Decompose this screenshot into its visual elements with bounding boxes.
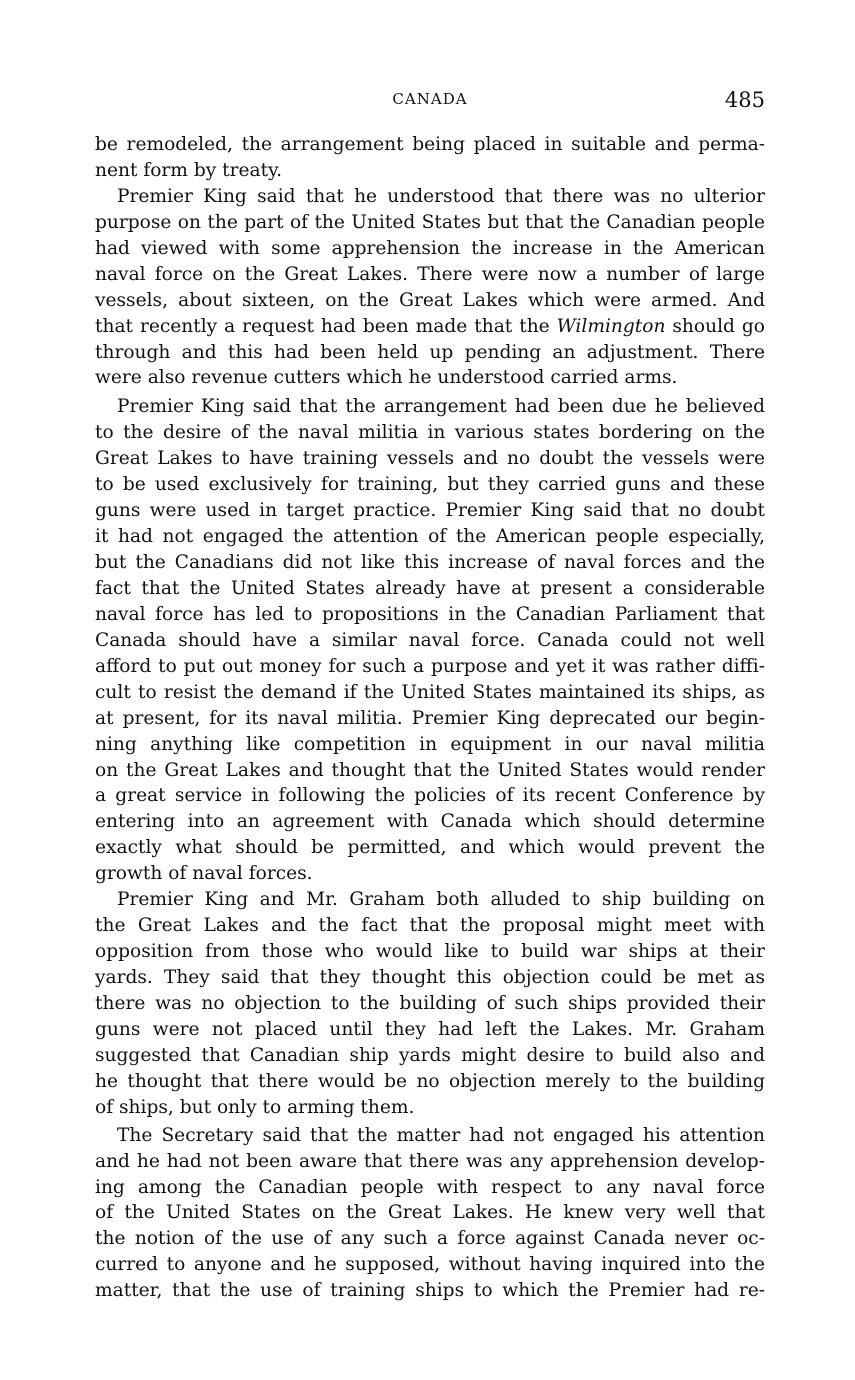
text-line: Canada should have a similar naval force. Canada could not well xyxy=(95,629,765,651)
text-line: yards. They said that they thought this objection could be met as xyxy=(95,967,765,988)
paragraph xyxy=(95,887,765,1120)
text-line: of ships, but only to arming them. xyxy=(95,1096,415,1118)
text-line: the Great Lakes and the fact that the proposal might meet with xyxy=(95,915,765,937)
text-line: Premier King and Mr. Graham both alluded to ship building on xyxy=(117,889,765,911)
text-line: there was no objection to the building of such ships provided their xyxy=(95,992,765,1014)
paragraph xyxy=(95,1123,765,1305)
text-line: afford to put out money for such a purpose and yet it was rather diffi- xyxy=(95,655,765,677)
text-run: that recently a request had been made that the xyxy=(95,315,557,337)
paragraph xyxy=(95,394,765,887)
text-line: guns were used in target practice. Premier King said that no doubt xyxy=(95,500,765,522)
text-line: curred to anyone and he supposed, without having inquired into the xyxy=(95,1254,765,1276)
text-line: he thought that there would be no objection merely to the building xyxy=(95,1070,765,1092)
text-line: fact that the United States already have at present a considerable xyxy=(95,577,765,599)
text-line: nent form by treaty. xyxy=(95,159,283,181)
text-line: vessels, about sixteen, on the Great Lakes which were armed. And xyxy=(95,289,765,311)
text-line: but the Canadians did not like this increase of naval forces and the xyxy=(95,552,765,573)
text-line: naval force on the Great Lakes. There were now a number of large xyxy=(95,263,765,285)
text-line: Premier King said that he understood that there was no ulterior xyxy=(117,185,765,207)
text-line xyxy=(95,314,765,340)
running-title: CANADA xyxy=(392,90,468,108)
text-line: The Secretary said that the matter had not engaged his attention xyxy=(117,1124,765,1146)
text-run: should go xyxy=(665,315,765,337)
text-line: purpose on the part of the United States but that the Canadian people xyxy=(95,211,765,233)
text-line: suggested that Canadian ship yards might desire to build also and xyxy=(95,1044,765,1066)
body-text xyxy=(95,132,765,1304)
text-line: entering into an agreement with Canada which should determine xyxy=(95,811,765,833)
text-line: matter, that the use of training ships to which the Premier had re- xyxy=(95,1280,765,1302)
text-line: and he had not been aware that there was any apprehension develop- xyxy=(95,1150,765,1172)
text-line: had viewed with some apprehension the increase in the American xyxy=(95,237,765,259)
text-line: cult to resist the demand if the United States maintained its ships, as xyxy=(95,681,765,703)
text-line: to be used exclusively for training, but they carried guns and these xyxy=(95,474,765,496)
text-line: at present, for its naval militia. Premier King deprecated our begin- xyxy=(95,707,765,729)
text-line: it had not engaged the attention of the American people especially, xyxy=(95,526,765,548)
text-line: be remodeled, the arrangement being placed in suitable and perma- xyxy=(95,134,765,155)
text-line: of the United States on the Great Lakes. He knew very well that xyxy=(95,1202,765,1224)
text-line: guns were not placed until they had left the Lakes. Mr. Graham xyxy=(95,1018,765,1040)
text-line: Premier King said that the arrangement had been due he believed xyxy=(117,396,765,418)
text-line: growth of naval forces. xyxy=(95,863,313,885)
text-line: opposition from those who would like to build war ships at their xyxy=(95,941,765,963)
text-line: through and this had been held up pending an adjustment. There xyxy=(95,341,765,363)
text-line: exactly what should be permitted, and which would prevent the xyxy=(95,837,765,859)
paragraph xyxy=(95,132,765,184)
page-number: 485 xyxy=(724,88,765,112)
text-line: were also revenue cutters which he understood carried arms. xyxy=(95,367,678,389)
text-line: the notion of the use of any such a force against Canada never oc- xyxy=(95,1228,765,1250)
paragraph xyxy=(95,184,765,392)
text-line: ning anything like competition in equipment in our naval militia xyxy=(95,733,765,755)
text-line: naval force has led to propositions in the Canadian Parliament that xyxy=(95,603,765,625)
text-line: to the desire of the naval militia in various states bordering on the xyxy=(95,422,765,444)
ship-name-italic: Wilmington xyxy=(556,315,666,337)
text-line: Great Lakes to have training vessels and no doubt the vessels were xyxy=(95,448,765,470)
text-line: on the Great Lakes and thought that the United States would render xyxy=(95,759,765,781)
text-line: ing among the Canadian people with respect to any naval force xyxy=(95,1176,765,1198)
text-line: a great service in following the policies of its recent Conference by xyxy=(95,785,765,807)
running-head xyxy=(95,88,765,116)
